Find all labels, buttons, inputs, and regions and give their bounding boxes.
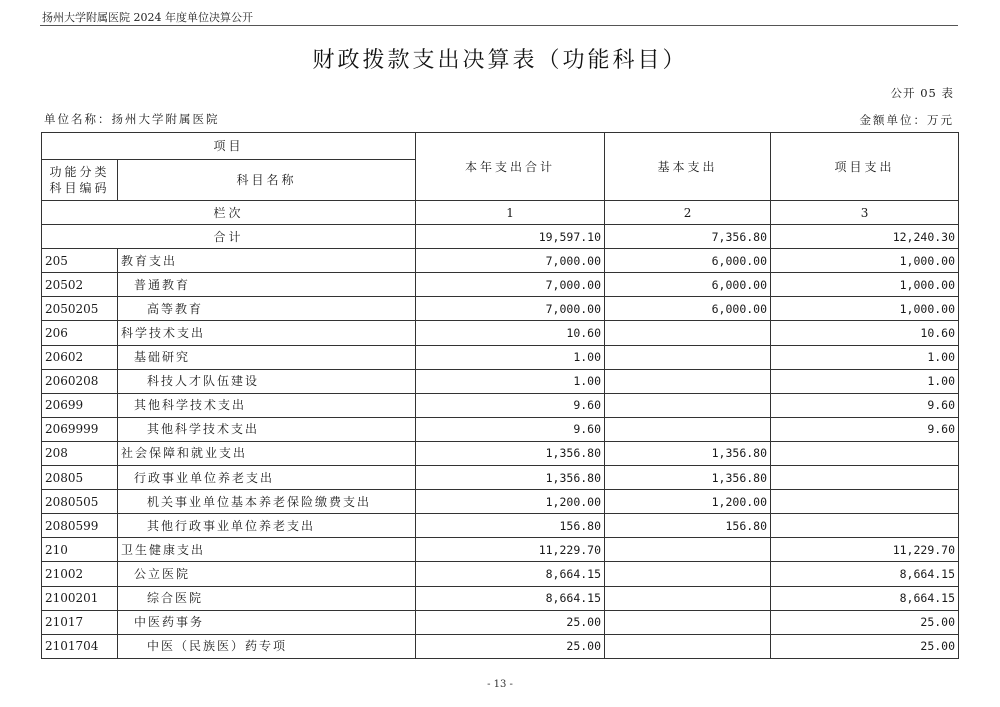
expenditure-table: [41, 132, 959, 659]
subject-code: 20699: [42, 393, 118, 417]
project-amount: [771, 490, 959, 514]
total-amount: 9.60: [416, 417, 605, 441]
total-amount: 8,664.15: [416, 562, 605, 586]
project-amount: 1,000.00: [771, 297, 959, 321]
header-item: 项目: [42, 133, 416, 160]
total-amount: 1,356.80: [416, 441, 605, 465]
total-amount: 25.00: [416, 610, 605, 634]
subject-code: 21002: [42, 562, 118, 586]
basic-amount: [605, 634, 771, 658]
project-amount: [771, 466, 959, 490]
running-header: 扬州大学附属医院 2024 年度单位决算公开: [42, 11, 253, 24]
total-amount: 156.80: [416, 514, 605, 538]
total-amount: 1.00: [416, 345, 605, 369]
subject-name: 教育支出: [118, 249, 416, 273]
project-amount: 9.60: [771, 417, 959, 441]
subject-name: 其他科学技术支出: [118, 417, 416, 441]
subject-name: 社会保障和就业支出: [118, 441, 416, 465]
total-project: 12,240.30: [771, 225, 959, 249]
subject-code: 206: [42, 321, 118, 345]
subject-code: 2101704: [42, 634, 118, 658]
project-amount: 10.60: [771, 321, 959, 345]
basic-amount: [605, 538, 771, 562]
project-amount: 1,000.00: [771, 273, 959, 297]
basic-amount: [605, 417, 771, 441]
total-amount: 7,000.00: [416, 249, 605, 273]
subject-code: 205: [42, 249, 118, 273]
total-amount: 8,664.15: [416, 586, 605, 610]
subject-code: 2050205: [42, 297, 118, 321]
page-title: 财政拨款支出决算表（功能科目）: [312, 48, 688, 73]
total-amount: 7,000.00: [416, 273, 605, 297]
table-row: [42, 562, 959, 586]
basic-amount: 1,200.00: [605, 490, 771, 514]
basic-amount: 156.80: [605, 514, 771, 538]
header-code-line1: 功能分类: [49, 165, 110, 179]
table-row: [42, 634, 959, 658]
amount-unit: 金额单位：万元: [859, 113, 954, 127]
table-row: [42, 417, 959, 441]
subject-name: 行政事业单位养老支出: [118, 466, 416, 490]
column-index-label: 栏次: [42, 201, 416, 225]
subject-code: 20805: [42, 466, 118, 490]
subject-code: 2080505: [42, 490, 118, 514]
basic-amount: 6,000.00: [605, 249, 771, 273]
header-subject-name: 科目名称: [118, 160, 416, 201]
basic-amount: 1,356.80: [605, 441, 771, 465]
total-amount: 25.00: [416, 634, 605, 658]
table-row: [42, 369, 959, 393]
subject-code: 2060208: [42, 369, 118, 393]
subject-code: 2069999: [42, 417, 118, 441]
table-row: [42, 610, 959, 634]
table-row: [42, 586, 959, 610]
subject-name: 中医（民族医）药专项: [118, 634, 416, 658]
header-row-item: [42, 133, 959, 160]
subject-name: 公立医院: [118, 562, 416, 586]
subject-code: 2100201: [42, 586, 118, 610]
project-amount: 9.60: [771, 393, 959, 417]
total-amount: 1,356.80: [416, 466, 605, 490]
project-amount: 25.00: [771, 610, 959, 634]
subject-code: 20602: [42, 345, 118, 369]
table-row: [42, 345, 959, 369]
project-amount: 1.00: [771, 345, 959, 369]
project-amount: [771, 514, 959, 538]
subject-name: 科学技术支出: [118, 321, 416, 345]
column-index-row: [42, 201, 959, 225]
basic-amount: [605, 321, 771, 345]
total-amount: 9.60: [416, 393, 605, 417]
table-row: [42, 538, 959, 562]
total-amount: 19,597.10: [416, 225, 605, 249]
form-number: 公开 05 表: [890, 86, 954, 100]
header-code: [42, 160, 118, 201]
table-row: [42, 273, 959, 297]
subject-code: 2080599: [42, 514, 118, 538]
total-amount: 1,200.00: [416, 490, 605, 514]
total-amount: 10.60: [416, 321, 605, 345]
header-project: 项目支出: [771, 133, 959, 201]
table-row: [42, 297, 959, 321]
project-amount: 1.00: [771, 369, 959, 393]
basic-amount: 6,000.00: [605, 273, 771, 297]
subject-name: 卫生健康支出: [118, 538, 416, 562]
subject-name: 基础研究: [118, 345, 416, 369]
subject-code: 21017: [42, 610, 118, 634]
subject-code: 210: [42, 538, 118, 562]
total-amount: 11,229.70: [416, 538, 605, 562]
project-amount: 8,664.15: [771, 562, 959, 586]
table-row: [42, 321, 959, 345]
subject-name: 普通教育: [118, 273, 416, 297]
table-row: [42, 466, 959, 490]
table-row: [42, 249, 959, 273]
project-amount: 8,664.15: [771, 586, 959, 610]
total-label: 合计: [42, 225, 416, 249]
subject-code: 208: [42, 441, 118, 465]
header-code-line2: 科目编码: [49, 181, 110, 195]
subject-name: 其他行政事业单位养老支出: [118, 514, 416, 538]
subject-name: 机关事业单位基本养老保险缴费支出: [118, 490, 416, 514]
subject-name: 高等教育: [118, 297, 416, 321]
unit-name: 单位名称：扬州大学附属医院: [44, 112, 220, 126]
basic-amount: 1,356.80: [605, 466, 771, 490]
table-row: [42, 514, 959, 538]
header-divider: [40, 25, 958, 26]
project-amount: 25.00: [771, 634, 959, 658]
project-amount: [771, 441, 959, 465]
basic-amount: [605, 562, 771, 586]
subject-name: 科技人才队伍建设: [118, 369, 416, 393]
table-row: [42, 393, 959, 417]
subject-name: 其他科学技术支出: [118, 393, 416, 417]
header-total: 本年支出合计: [416, 133, 605, 201]
subject-name: 综合医院: [118, 586, 416, 610]
header-basic: 基本支出: [605, 133, 771, 201]
column-index-2: 2: [605, 201, 771, 225]
basic-amount: [605, 345, 771, 369]
total-amount: 1.00: [416, 369, 605, 393]
basic-amount: [605, 610, 771, 634]
basic-amount: 6,000.00: [605, 297, 771, 321]
subject-code: 20502: [42, 273, 118, 297]
column-index-1: 1: [416, 201, 605, 225]
basic-amount: [605, 393, 771, 417]
column-index-3: 3: [771, 201, 959, 225]
page-number: - 13 -: [487, 679, 513, 690]
basic-amount: [605, 369, 771, 393]
project-amount: 1,000.00: [771, 249, 959, 273]
basic-amount: [605, 586, 771, 610]
total-row: [42, 225, 959, 249]
total-amount: 7,000.00: [416, 297, 605, 321]
project-amount: 11,229.70: [771, 538, 959, 562]
table-row: [42, 441, 959, 465]
subject-name: 中医药事务: [118, 610, 416, 634]
table-row: [42, 490, 959, 514]
total-basic: 7,356.80: [605, 225, 771, 249]
